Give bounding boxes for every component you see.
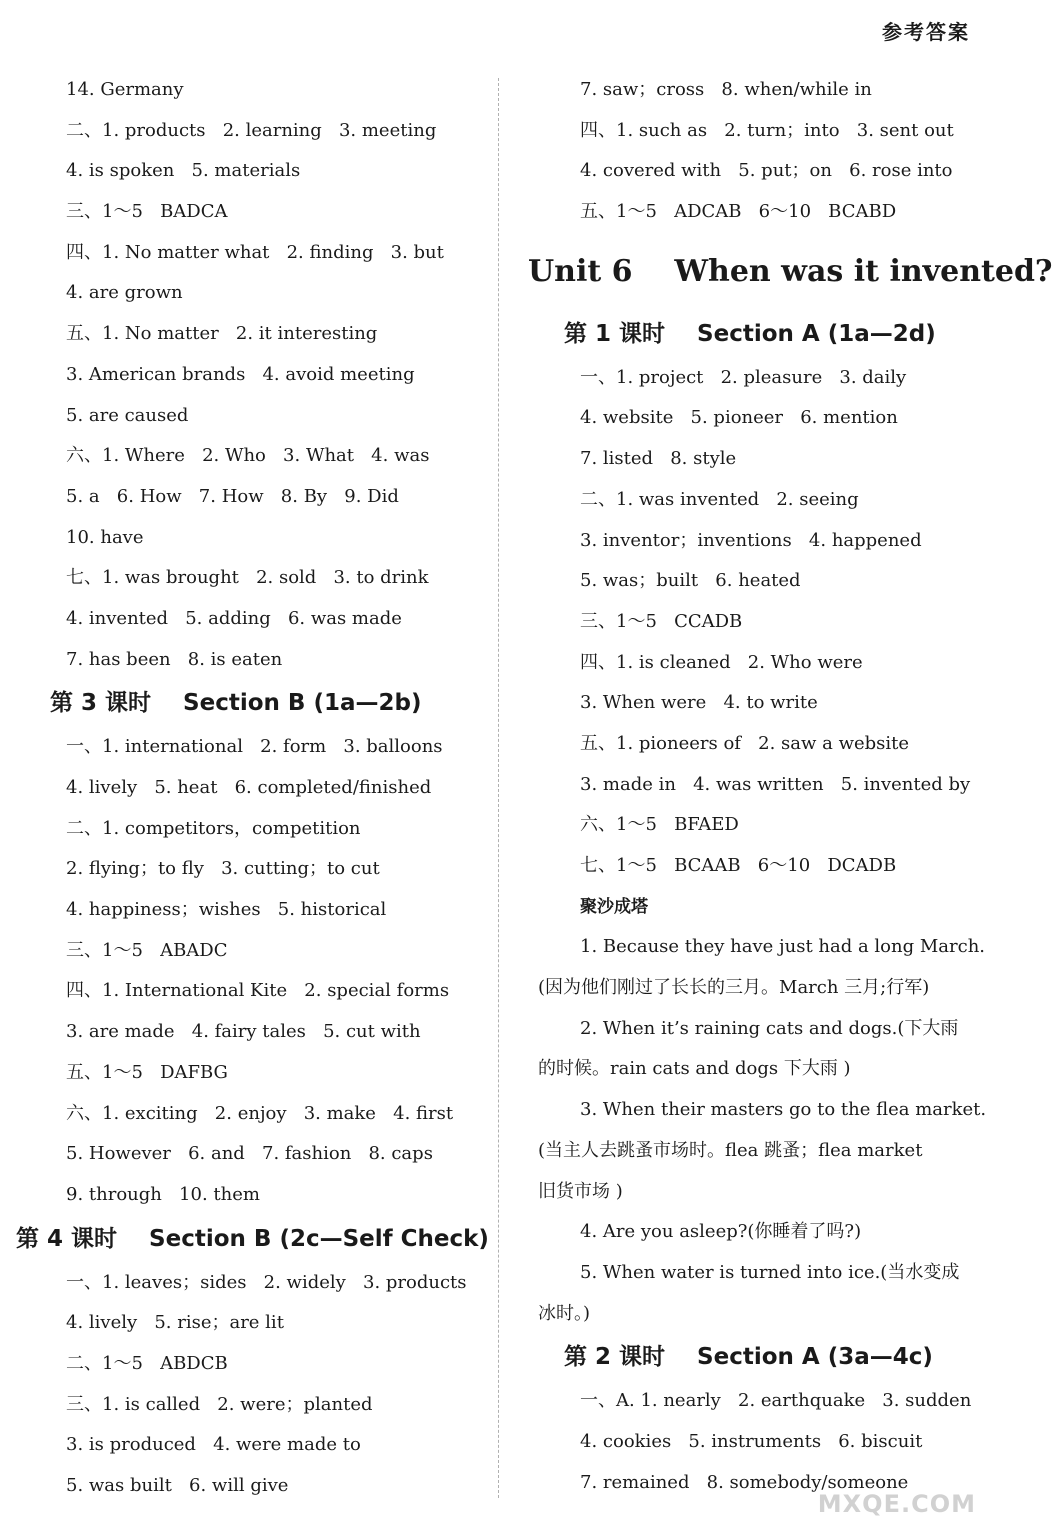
answer-line: 3. made in 4. was written 5. invented by bbox=[580, 773, 971, 795]
section4-heading: 第 4 课时 Section B (2c—Self Check) bbox=[16, 1225, 489, 1252]
answer-line: 14. Germany bbox=[66, 79, 184, 100]
answer-line: 3. American brands 4. avoid meeting bbox=[66, 363, 415, 385]
answer-line: (当主人去跳蚤市场时。flea 跳蚤；flea market bbox=[538, 1139, 923, 1161]
section3-answers bbox=[0, 727, 490, 1215]
answer-line: 5. When water is turned into ice.(当水变成 bbox=[580, 1261, 960, 1283]
answer-line: 冰时。) bbox=[538, 1302, 591, 1324]
answer-line: 3. inventor；inventions 4. happened bbox=[580, 529, 922, 551]
section3-heading: 第 3 课时 Section B (1a—2b) bbox=[50, 690, 422, 717]
answer-line: 七、1. was brought 2. sold 3. to drink bbox=[66, 567, 429, 589]
answer-line: 七、1～5 BCAAB 6～10 DCADB bbox=[580, 855, 897, 876]
answer-line: 3. are made 4. fairy tales 5. cut with bbox=[66, 1021, 421, 1043]
answer-line: 5. a 6. How 7. How 8. By 9. Did bbox=[66, 485, 399, 507]
answer-line: 2. flying；to fly 3. cutting；to cut bbox=[66, 858, 380, 880]
answer-line: (因为他们刚过了长长的三月。March 三月;行军) bbox=[538, 977, 930, 999]
section2-heading: 第 2 课时 Section A (3a—4c) bbox=[564, 1344, 933, 1371]
answer-line: 四、1. is cleaned 2. Who were bbox=[580, 651, 863, 673]
watermark: MXQE.COM bbox=[817, 1490, 976, 1518]
left-column bbox=[0, 70, 490, 1507]
answer-line: 六、1～5 BFAED bbox=[580, 814, 739, 836]
answer-line: 10. have bbox=[66, 526, 144, 548]
answer-line: 三、1～5 BADCA bbox=[66, 201, 228, 223]
answer-line: 9. through 10. them bbox=[66, 1183, 260, 1205]
answer-line: 5. was；built 6. heated bbox=[580, 570, 801, 592]
answer-line: 二、1. was invented 2. seeing bbox=[580, 488, 859, 510]
section1-heading: 第 1 课时 Section A (1a—2d) bbox=[564, 320, 936, 347]
answer-line: 4. covered with 5. put；on 6. rose into bbox=[580, 160, 953, 182]
column-divider bbox=[498, 78, 499, 1498]
answer-line: 3. is produced 4. were made to bbox=[66, 1434, 361, 1456]
section2-answers bbox=[508, 1381, 1000, 1503]
answer-line: 7. has been 8. is eaten bbox=[66, 648, 283, 670]
answer-line: 4. website 5. pioneer 6. mention bbox=[580, 407, 898, 429]
answer-line: 3. When were 4. to write bbox=[580, 692, 818, 714]
right-top-answers bbox=[508, 70, 1000, 233]
answer-line: 1. Because they have just had a long March. bbox=[580, 936, 986, 958]
answer-line: 五、1. pioneers of 2. saw a website bbox=[580, 732, 910, 754]
answer-line: 四、1. such as 2. turn；into 3. sent out bbox=[580, 119, 954, 141]
answer-line: 5. are caused bbox=[66, 404, 189, 426]
answer-line: 7. saw；cross 8. when/while in bbox=[580, 79, 872, 100]
answer-line: 一、A. 1. nearly 2. earthquake 3. sudden bbox=[580, 1390, 972, 1412]
answer-line: 的时候。rain cats and dogs 下大雨 ) bbox=[538, 1058, 851, 1080]
right-column bbox=[508, 70, 1053, 1503]
answer-line: 4. invented 5. adding 6. was made bbox=[66, 607, 402, 629]
left-top-answers bbox=[0, 70, 490, 680]
jusha-answers bbox=[508, 927, 1000, 1334]
unit-heading: Unit 6 When was it invented? bbox=[528, 253, 1053, 289]
section4-answers bbox=[0, 1263, 490, 1507]
answer-line: 7. listed 8. style bbox=[580, 448, 737, 470]
answer-line: 4. are grown bbox=[66, 282, 183, 304]
answer-line: 4. lively 5. rise；are lit bbox=[66, 1312, 284, 1334]
answer-line: 三、1. is called 2. were；planted bbox=[66, 1393, 373, 1415]
answer-line: 4. is spoken 5. materials bbox=[66, 160, 301, 182]
answer-line: 5. However 6. and 7. fashion 8. caps bbox=[66, 1143, 433, 1165]
answer-line: 5. was built 6. will give bbox=[66, 1475, 289, 1496]
answer-line: 二、1. products 2. learning 3. meeting bbox=[66, 119, 437, 141]
answer-line: 五、1. No matter 2. it interesting bbox=[66, 323, 378, 345]
answer-line: 一、1. international 2. form 3. balloons bbox=[66, 736, 443, 758]
answer-line: 二、1～5 ABDCB bbox=[66, 1352, 228, 1374]
answer-line: 四、1. International Kite 2. special forms bbox=[66, 980, 450, 1002]
answer-line: 五、1～5 DAFBG bbox=[66, 1061, 228, 1083]
answer-line: 三、1～5 ABADC bbox=[66, 939, 228, 961]
answer-line: 一、1. project 2. pleasure 3. daily bbox=[580, 366, 907, 388]
section1-answers bbox=[508, 358, 1000, 887]
answer-line: 旧货市场 ) bbox=[538, 1180, 623, 1202]
answer-line: 7. remained 8. somebody/someone bbox=[580, 1471, 909, 1493]
answer-line: 四、1. No matter what 2. finding 3. but bbox=[66, 241, 444, 263]
answer-line: 六、1. Where 2. Who 3. What 4. was bbox=[66, 445, 430, 467]
answer-line: 一、1. leaves；sides 2. widely 3. products bbox=[66, 1271, 467, 1293]
answer-line: 六、1. exciting 2. enjoy 3. make 4. first bbox=[66, 1102, 454, 1124]
answer-line: 4. cookies 5. instruments 6. biscuit bbox=[580, 1430, 923, 1452]
answer-line: 二、1. competitors，competition bbox=[66, 817, 361, 839]
page-header-title: 参考答案 bbox=[882, 20, 970, 44]
answer-line: 4. lively 5. heat 6. completed/finished bbox=[66, 777, 432, 798]
answer-line: 2. When it’s raining cats and dogs.(下大雨 bbox=[580, 1017, 959, 1039]
answer-line: 4. Are you asleep?(你睡着了吗?) bbox=[580, 1221, 862, 1243]
answer-line: 五、1～5 ADCAB 6～10 BCABD bbox=[580, 201, 897, 223]
answer-line: 3. When their masters go to the flea market. bbox=[580, 1099, 987, 1121]
answer-line: 4. happiness；wishes 5. historical bbox=[66, 899, 387, 921]
jusha-heading: 聚沙成塔 bbox=[580, 896, 648, 917]
answer-line: 三、1～5 CCADB bbox=[580, 610, 743, 632]
